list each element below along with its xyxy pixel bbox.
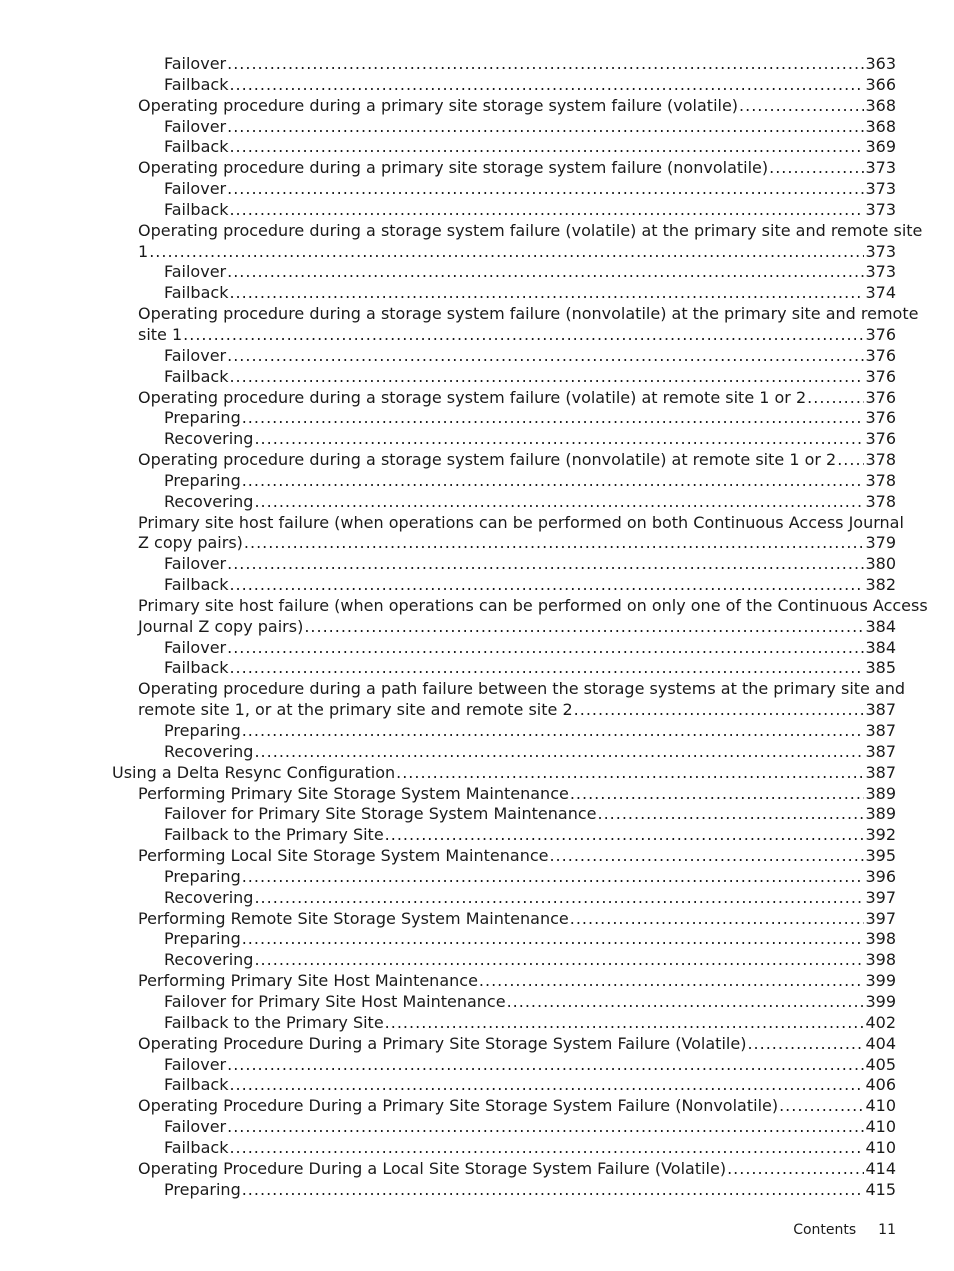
toc-entry-line xyxy=(164,367,896,388)
toc-entry-line xyxy=(164,825,896,846)
dot-leader xyxy=(244,533,865,554)
toc-entry-title: Z copy pairs) xyxy=(138,533,243,553)
dot-leader xyxy=(769,158,864,179)
dot-leader xyxy=(227,262,864,283)
toc-entry-title: Operating procedure during a storage system failure (volatile) at remote site 1 or 2 xyxy=(138,387,807,407)
dot-leader xyxy=(597,804,864,825)
toc-entry[interactable] xyxy=(0,909,954,930)
dot-leader xyxy=(304,617,864,638)
dot-leader xyxy=(229,367,864,388)
toc-entry-title: 1 xyxy=(138,241,149,261)
toc-entry-title: Failover for Primary Site Storage System Maintenance xyxy=(164,804,597,824)
toc-entry-title: Failover xyxy=(164,345,227,365)
toc-entry[interactable] xyxy=(0,1034,954,1055)
toc-entry[interactable] xyxy=(0,283,954,304)
toc-entry-line xyxy=(164,75,896,96)
dot-leader xyxy=(254,742,864,763)
toc-entry-page-number: 397 xyxy=(865,887,896,907)
toc-entry-page-number: 368 xyxy=(865,116,896,136)
toc-entry-page-number: 397 xyxy=(865,908,896,928)
toc-entry-page-number: 398 xyxy=(865,950,896,970)
toc-entry-page-number: 380 xyxy=(865,554,896,574)
toc-entry-title: Recovering xyxy=(164,429,254,449)
toc-entry-page-number: 363 xyxy=(865,54,896,73)
toc-entry-page-number: 387 xyxy=(865,741,896,761)
toc-entry-title-line: Primary site host failure (when operations can be performed on both Continuous Access Journal xyxy=(138,512,904,532)
toc-entry[interactable] xyxy=(0,784,954,805)
toc-entry-line xyxy=(164,137,896,158)
toc-entry-page-number: 387 xyxy=(865,762,896,782)
toc-entry-page-number: 415 xyxy=(865,1179,896,1199)
toc-entry-title: Performing Remote Site Storage System Maintenance xyxy=(138,908,569,928)
toc-entry[interactable] xyxy=(0,450,954,471)
toc-entry[interactable] xyxy=(0,721,954,742)
toc-entry-line xyxy=(138,909,896,930)
dot-leader xyxy=(739,96,864,117)
toc-entry-line xyxy=(164,575,896,596)
toc-entry-line xyxy=(164,1138,896,1159)
toc-entry-title: Preparing xyxy=(164,721,241,740)
toc-entry-line xyxy=(164,346,896,367)
dot-leader xyxy=(229,658,864,679)
toc-entry[interactable] xyxy=(0,888,954,909)
toc-entry-page-number: 410 xyxy=(865,1096,896,1116)
toc-entry[interactable] xyxy=(0,75,954,96)
dot-leader xyxy=(570,784,865,805)
dot-leader xyxy=(183,325,864,346)
dot-leader xyxy=(254,429,864,450)
toc-entry-line xyxy=(138,325,896,346)
dot-leader xyxy=(229,75,864,96)
toc-entry-page-number: 369 xyxy=(865,137,896,157)
toc-entry-title: Failover xyxy=(164,54,227,73)
toc-entry-page-number: 396 xyxy=(865,866,896,886)
toc-entry-line xyxy=(164,992,896,1013)
toc-entry[interactable] xyxy=(0,596,954,638)
toc-entry-page-number: 373 xyxy=(865,158,896,178)
toc-entry-line xyxy=(164,200,896,221)
toc-entry-page-number: 376 xyxy=(865,387,896,407)
toc-entry[interactable] xyxy=(0,1159,954,1180)
toc-entry[interactable] xyxy=(0,1075,954,1096)
dot-leader xyxy=(570,909,865,930)
toc-entry-line xyxy=(138,242,896,263)
dot-leader xyxy=(227,638,864,659)
toc-entry[interactable] xyxy=(0,804,954,825)
toc-entry-page-number: 376 xyxy=(865,366,896,386)
toc-entry[interactable] xyxy=(0,179,954,200)
toc-entry-line xyxy=(164,1117,896,1138)
dot-leader xyxy=(227,54,864,75)
toc-entry[interactable] xyxy=(0,408,954,429)
dot-leader xyxy=(254,888,864,909)
toc-entry-title: Operating procedure during a storage system failure (nonvolatile) at remote site 1 or 2 xyxy=(138,450,837,470)
toc-entry-page-number: 378 xyxy=(865,491,896,511)
dot-leader xyxy=(227,346,864,367)
toc-entry-page-number: 387 xyxy=(865,700,896,720)
dot-leader xyxy=(479,971,865,992)
dot-leader xyxy=(229,283,864,304)
toc-entry-page-number: 410 xyxy=(865,1137,896,1157)
toc-entry[interactable] xyxy=(0,679,954,721)
toc-entry-line xyxy=(164,554,896,575)
dot-leader xyxy=(779,1096,864,1117)
toc-entry[interactable] xyxy=(0,971,954,992)
toc-entry[interactable] xyxy=(0,1055,954,1076)
toc-entry-line xyxy=(138,1096,896,1117)
toc-entry-line xyxy=(164,950,896,971)
toc-entry-title-line: Operating procedure during a storage system failure (volatile) at the primary site and remote site xyxy=(138,220,923,240)
toc-entry-title: Using a Delta Resync Configuration xyxy=(112,762,396,782)
toc-entry[interactable] xyxy=(0,763,954,784)
dot-leader xyxy=(396,763,864,784)
toc-entry-page-number: 385 xyxy=(865,658,896,678)
toc-entry-line xyxy=(164,471,896,492)
toc-entry[interactable] xyxy=(0,262,954,283)
toc-entry-line xyxy=(164,179,896,200)
dot-leader xyxy=(227,1117,864,1138)
toc-entry[interactable] xyxy=(0,846,954,867)
dot-leader xyxy=(242,471,865,492)
toc-entry-page-number: 376 xyxy=(865,429,896,449)
toc-entry-title: Operating Procedure During a Local Site Storage System Failure (Volatile) xyxy=(138,1158,727,1178)
toc-entry-title: Failover xyxy=(164,116,227,136)
dot-leader xyxy=(242,408,865,429)
toc-entry-title: Journal Z copy pairs) xyxy=(138,616,304,636)
toc-entry-title: Operating Procedure During a Primary Site Storage System Failure (Nonvolatile) xyxy=(138,1096,779,1116)
toc-entry[interactable] xyxy=(0,304,954,346)
dot-leader xyxy=(727,1159,864,1180)
toc-entry-line xyxy=(138,784,896,805)
toc-entry[interactable] xyxy=(0,638,954,659)
toc-entry-page-number: 373 xyxy=(865,262,896,282)
toc-entry-line xyxy=(138,617,896,638)
toc-entry-title: Failback xyxy=(164,658,229,678)
toc-entry-title: Operating Procedure During a Primary Site Storage System Failure (Volatile) xyxy=(138,1033,747,1053)
toc-entry-line xyxy=(164,283,896,304)
toc-entry-title: Failback xyxy=(164,199,229,219)
footer-page-number: 11 xyxy=(878,1222,896,1238)
toc-entry-page-number: 378 xyxy=(865,470,896,490)
toc-entry[interactable] xyxy=(0,950,954,971)
toc-entry[interactable] xyxy=(0,471,954,492)
page-footer xyxy=(793,1222,896,1238)
toc-entry-page-number: 405 xyxy=(865,1054,896,1074)
toc-entry-line xyxy=(164,117,896,138)
toc-entry-page-number: 402 xyxy=(865,1012,896,1032)
toc-entry-page-number: 414 xyxy=(865,1158,896,1178)
toc-entry-title: Performing Local Site Storage System Maintenance xyxy=(138,846,549,866)
toc-entry-page-number: 387 xyxy=(865,721,896,740)
toc-entry-title: Performing Primary Site Host Maintenance xyxy=(138,971,478,991)
footer-label: Contents xyxy=(793,1222,857,1238)
toc-entry-title: Performing Primary Site Storage System Maintenance xyxy=(138,783,569,803)
toc-entry-title: Recovering xyxy=(164,741,254,761)
toc-entry-title: Preparing xyxy=(164,408,241,428)
toc-entry-title: Failover xyxy=(164,1117,227,1137)
toc-entry-title-line: Primary site host failure (when operations can be performed on only one of the Continuous Access xyxy=(138,595,928,615)
toc-entry-line xyxy=(164,1013,896,1034)
toc-entry[interactable] xyxy=(0,513,954,555)
toc-entry-line xyxy=(138,700,896,721)
dot-leader xyxy=(242,867,865,888)
toc-entry-page-number: 399 xyxy=(865,971,896,991)
toc-entry-page-number: 389 xyxy=(865,783,896,803)
toc-entry[interactable] xyxy=(0,1180,954,1201)
dot-leader xyxy=(229,1075,864,1096)
toc-entry-line xyxy=(112,763,896,784)
toc-entry-title: Recovering xyxy=(164,950,254,970)
toc-entry-page-number: 384 xyxy=(865,637,896,657)
toc-entry[interactable] xyxy=(0,137,954,158)
toc-entry-page-number: 373 xyxy=(865,179,896,199)
toc-entry-title: Failback xyxy=(164,1137,229,1157)
toc-entry-title: Failback xyxy=(164,366,229,386)
toc-entry-line xyxy=(164,408,896,429)
toc-entry-line xyxy=(138,388,896,409)
toc-entry[interactable] xyxy=(0,54,954,75)
toc-entry-line xyxy=(138,533,896,554)
toc-entry-line xyxy=(138,1034,896,1055)
toc-entry-line xyxy=(164,492,896,513)
toc-entry[interactable] xyxy=(0,388,954,409)
toc-entry-title: Failover xyxy=(164,1054,227,1074)
toc-entry[interactable] xyxy=(0,117,954,138)
toc-entry-page-number: 398 xyxy=(865,929,896,949)
dot-leader xyxy=(747,1034,864,1055)
toc-entry[interactable] xyxy=(0,1138,954,1159)
toc-entry-line xyxy=(164,638,896,659)
dot-leader xyxy=(385,1013,865,1034)
table-of-contents xyxy=(0,54,954,1200)
toc-entry-page-number: 392 xyxy=(865,825,896,845)
dot-leader xyxy=(837,450,864,471)
toc-entry-title: Failback to the Primary Site xyxy=(164,825,384,845)
toc-entry[interactable] xyxy=(0,992,954,1013)
toc-entry-title: Failover xyxy=(164,554,227,574)
dot-leader xyxy=(507,992,865,1013)
toc-entry-title: Preparing xyxy=(164,929,241,949)
toc-entry-page-number: 389 xyxy=(865,804,896,824)
dot-leader xyxy=(227,554,864,575)
toc-entry-line xyxy=(138,96,896,117)
toc-entry-title: Failback xyxy=(164,575,229,595)
dot-leader xyxy=(227,1055,864,1076)
toc-entry-title: Preparing xyxy=(164,1179,241,1199)
toc-entry-line xyxy=(138,450,896,471)
toc-entry-page-number: 384 xyxy=(865,616,896,636)
toc-entry-line xyxy=(164,721,896,742)
dot-leader xyxy=(254,950,864,971)
toc-entry-page-number: 366 xyxy=(865,74,896,94)
toc-entry-page-number: 410 xyxy=(865,1117,896,1137)
toc-entry-line xyxy=(164,867,896,888)
dot-leader xyxy=(242,721,865,742)
toc-entry-page-number: 378 xyxy=(865,450,896,470)
toc-entry[interactable] xyxy=(0,575,954,596)
toc-entry-title: Failover xyxy=(164,262,227,282)
dot-leader xyxy=(229,1138,864,1159)
toc-entry[interactable] xyxy=(0,96,954,117)
dot-leader xyxy=(242,929,865,950)
toc-entry[interactable] xyxy=(0,825,954,846)
toc-entry-title: Operating procedure during a primary site storage system failure (volatile) xyxy=(138,95,739,115)
toc-entry-page-number: 404 xyxy=(865,1033,896,1053)
toc-entry-line xyxy=(138,971,896,992)
toc-entry-title: remote site 1, or at the primary site and remote site 2 xyxy=(138,700,573,720)
toc-entry-title-line: Operating procedure during a path failure between the storage systems at the primary site and xyxy=(138,679,906,699)
toc-entry[interactable] xyxy=(0,429,954,450)
toc-entry-title: Preparing xyxy=(164,470,241,490)
toc-entry-line xyxy=(138,158,896,179)
toc-entry-title: Operating procedure during a primary site storage system failure (nonvolatile) xyxy=(138,158,769,178)
toc-entry[interactable] xyxy=(0,221,954,263)
dot-leader xyxy=(227,117,864,138)
toc-entry[interactable] xyxy=(0,929,954,950)
toc-entry-line xyxy=(164,262,896,283)
toc-entry-title: Failback xyxy=(164,137,229,157)
toc-entry-title: Preparing xyxy=(164,866,241,886)
toc-entry[interactable] xyxy=(0,1096,954,1117)
toc-entry[interactable] xyxy=(0,1117,954,1138)
toc-entry-title: Recovering xyxy=(164,887,254,907)
toc-entry[interactable] xyxy=(0,346,954,367)
toc-entry-line xyxy=(164,804,896,825)
dot-leader xyxy=(807,388,864,409)
dot-leader xyxy=(242,1180,865,1201)
toc-entry[interactable] xyxy=(0,554,954,575)
dot-leader xyxy=(149,242,864,263)
toc-entry-line xyxy=(164,1180,896,1201)
toc-entry-line xyxy=(164,1075,896,1096)
toc-entry-line xyxy=(164,54,896,75)
toc-entry-title: Failover xyxy=(164,637,227,657)
toc-entry-page-number: 373 xyxy=(865,241,896,261)
toc-entry-line xyxy=(138,846,896,867)
toc-entry[interactable] xyxy=(0,158,954,179)
toc-entry-title: Recovering xyxy=(164,491,254,511)
toc-entry[interactable] xyxy=(0,658,954,679)
toc-entry-page-number: 376 xyxy=(865,345,896,365)
toc-entry-line xyxy=(164,742,896,763)
toc-entry-line xyxy=(164,658,896,679)
toc-entry-title: Failback xyxy=(164,74,229,94)
toc-entry-title-line: Operating procedure during a storage system failure (nonvolatile) at the primary site and remote xyxy=(138,304,919,324)
toc-entry-title: Failback xyxy=(164,1075,229,1095)
toc-entry-page-number: 373 xyxy=(865,199,896,219)
toc-entry[interactable] xyxy=(0,200,954,221)
toc-entry-page-number: 376 xyxy=(865,324,896,344)
dot-leader xyxy=(229,575,864,596)
dot-leader xyxy=(385,825,865,846)
toc-entry-line xyxy=(164,1055,896,1076)
toc-entry-title: Failback to the Primary Site xyxy=(164,1012,384,1032)
dot-leader xyxy=(549,846,864,867)
toc-entry-line xyxy=(164,929,896,950)
dot-leader xyxy=(229,137,864,158)
dot-leader xyxy=(574,700,865,721)
toc-entry-title: site 1 xyxy=(138,324,183,344)
toc-entry-title: Failover for Primary Site Host Maintenance xyxy=(164,991,506,1011)
dot-leader xyxy=(227,179,864,200)
toc-entry-page-number: 399 xyxy=(865,991,896,1011)
toc-entry-page-number: 379 xyxy=(865,533,896,553)
toc-entry-page-number: 374 xyxy=(865,283,896,303)
toc-entry-page-number: 376 xyxy=(865,408,896,428)
dot-leader xyxy=(254,492,864,513)
toc-entry-page-number: 406 xyxy=(865,1075,896,1095)
toc-entry-page-number: 382 xyxy=(865,575,896,595)
toc-entry-line xyxy=(164,429,896,450)
toc-entry-page-number: 395 xyxy=(865,846,896,866)
toc-entry[interactable] xyxy=(0,492,954,513)
toc-entry-page-number: 368 xyxy=(865,95,896,115)
toc-entry-title: Failback xyxy=(164,283,229,303)
dot-leader xyxy=(229,200,864,221)
toc-entry[interactable] xyxy=(0,1013,954,1034)
toc-entry-line xyxy=(138,1159,896,1180)
toc-entry[interactable] xyxy=(0,742,954,763)
toc-entry[interactable] xyxy=(0,867,954,888)
toc-entry-line xyxy=(164,888,896,909)
toc-entry[interactable] xyxy=(0,367,954,388)
toc-entry-title: Failover xyxy=(164,179,227,199)
